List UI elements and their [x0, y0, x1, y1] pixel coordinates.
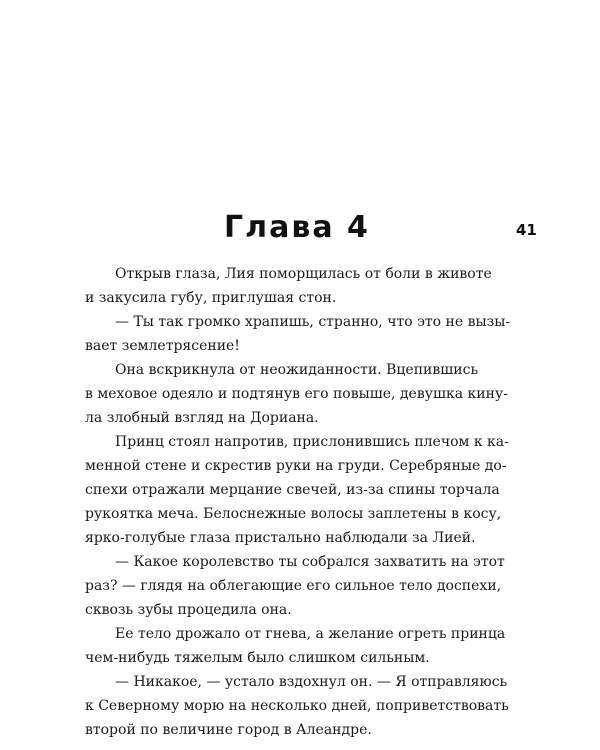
text-line: в меховое одеяло и подтянув его повыше, девушка кину-: [85, 386, 508, 402]
text-line: — Никакое, — устало вздохнул он. — Я отправляюсь: [115, 674, 508, 690]
text-line: Принц стоял напротив, прислонившись плечом к ка-: [115, 434, 509, 450]
text-line: спехи отражали мерцание свечей, из-за спины торчала: [85, 482, 500, 498]
text-line: Ее тело дрожало от гнева, а желание огреть принца: [115, 626, 506, 642]
text-line: — Ты так громко храпишь, странно, что это не вызы-: [115, 314, 511, 330]
chapter-text: [85, 262, 535, 742]
text-line: рукоятка меча. Белоснежные волосы заплетены в косу,: [85, 506, 502, 522]
text-line: чем-нибудь тяжелым было слишком сильным.: [85, 650, 430, 666]
text-line: к Северному морю на несколько дней, поприветствовать: [85, 698, 509, 714]
text-line: раз? — глядя на облегающие его сильное тело доспехи,: [85, 578, 502, 594]
text-line: второй по величине город в Алеандре.: [85, 722, 372, 738]
text-line: вает землетрясение!: [85, 338, 240, 354]
text-line: сквозь зубы процедила она.: [85, 602, 292, 618]
text-line: менной стене и скрестив руки на груди. Серебряные до-: [85, 458, 507, 474]
page-number: 41: [516, 221, 537, 239]
text-line: ла злобный взгляд на Дориана.: [85, 410, 319, 426]
text-line: Открыв глаза, Лия поморщилась от боли в животе: [115, 266, 492, 282]
chapter-title: Глава 4: [224, 210, 370, 245]
text-line: ярко-голубые глаза пристально наблюдали за Лией.: [85, 530, 476, 546]
text-line: и закусила губу, приглушая стон.: [85, 290, 337, 306]
text-line: Она вскрикнула от неожиданности. Вцепившись: [115, 362, 479, 378]
text-line: — Какое королевство ты собрался захватить на этот: [115, 554, 505, 570]
